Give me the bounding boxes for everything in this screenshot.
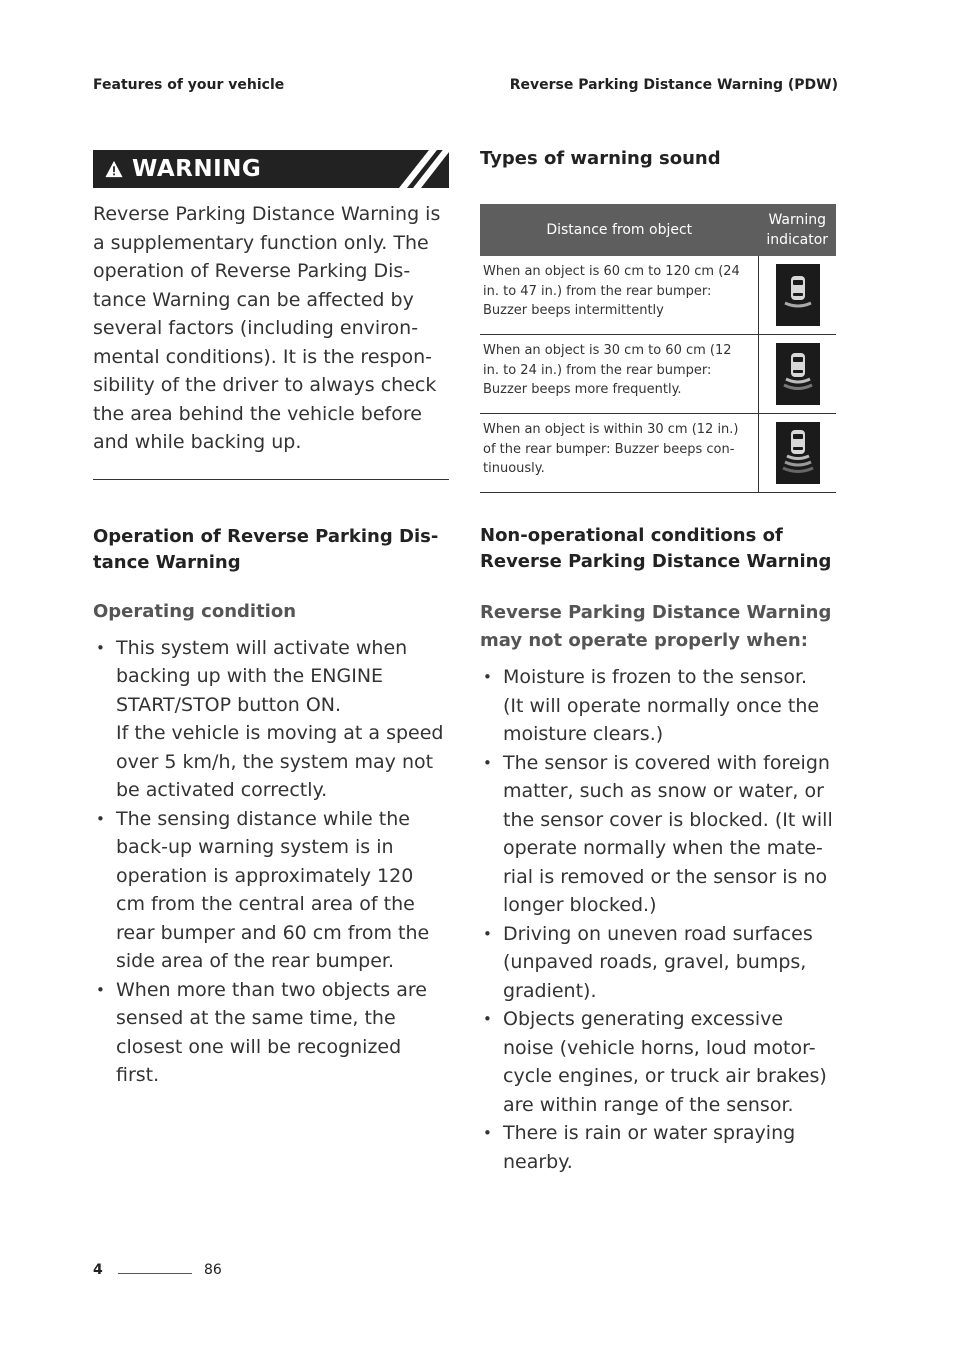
table-cell-indicator: [759, 414, 837, 493]
warning-stripes-decoration: [397, 150, 449, 188]
warning-title: WARNING: [132, 156, 262, 182]
table-cell-distance: When an object is 30 cm to 60 cm (12 in. to 24 in.) from the rear bumper: Buzzer beeps more frequently.: [480, 335, 759, 414]
right-column: [480, 146, 836, 1176]
footer-divider: [118, 1273, 192, 1274]
table-row: [480, 256, 836, 335]
table-row: [480, 414, 836, 493]
warning-triangle-icon: [105, 160, 123, 178]
non-operational-heading: Non-operational conditions of Reverse Parking Distance Warning: [480, 525, 832, 572]
pdw-sensor-3-icon: [776, 422, 820, 484]
operating-condition-subheading: Operating condition: [93, 600, 297, 622]
table-cell-distance: When an object is 60 cm to 120 cm (24 in. to 47 in.) from the rear bumper: Buzzer beeps intermittently: [480, 256, 759, 335]
table-header-indicator: Warning indicator: [759, 204, 837, 256]
list-item: • Driving on uneven road surfaces (unpaved roads, gravel, bumps, gradient).: [480, 920, 836, 1006]
pdw-sensor-1-icon: [776, 264, 820, 326]
pdw-sensor-2-icon: [776, 343, 820, 405]
list-item: • There is rain or water spraying nearby.: [480, 1119, 836, 1176]
page-number: 86: [204, 1262, 222, 1278]
operating-condition-list: [93, 634, 449, 1090]
list-item: • Objects generating excessive noise (vehicle horns, loud motor- cycle engines, or truck air brakes) are within range of the sensor.: [480, 1005, 836, 1119]
warning-banner: [93, 150, 449, 188]
warning-sound-table: [480, 204, 836, 493]
list-item: • The sensing distance while the back-up warning system is in operation is approximately 120 cm from the central area of the rear bumper and 60 cm from the side area of the rear bumper.: [93, 805, 449, 976]
running-header-left: Features of your vehicle: [93, 77, 285, 93]
table-cell-indicator: [759, 335, 837, 414]
non-operational-subheading: Reverse Parking Distance Warning may not operate properly when:: [480, 602, 832, 651]
list-item: • When more than two objects are sensed at the same time, the closest one will be recognized first.: [93, 976, 449, 1090]
warning-text: Reverse Parking Distance Warning is a supplementary function only. The operation of Reverse Parking Dis- tance Warning can be affected by several factors (including environ- mental conditions). It is the respon- sibility of the driver to always check the area behind the vehicle before and while backing up.: [93, 203, 441, 453]
left-column: [93, 150, 449, 1090]
list-item: • This system will activate when backing up with the ENGINE START/STOP button ON. If the vehicle is moving at a speed over 5 km/h, the system may not be activated correctly.: [93, 634, 449, 805]
running-header-right: Reverse Parking Distance Warning (PDW): [509, 77, 838, 93]
table-header-distance: Distance from object: [480, 204, 759, 256]
table-cell-distance: When an object is within 30 cm (12 in.) of the rear bumper: Buzzer beeps con- tinuously.: [480, 414, 759, 493]
table-cell-indicator: [759, 256, 837, 335]
list-item: • Moisture is frozen to the sensor. (It will operate normally once the moisture clears.): [480, 663, 836, 749]
warning-sound-heading: Types of warning sound: [480, 148, 721, 169]
section-divider: [93, 479, 449, 480]
non-operational-list: [480, 663, 836, 1176]
chapter-number: 4: [93, 1262, 103, 1278]
operation-heading: Operation of Reverse Parking Dis- tance Warning: [93, 525, 439, 573]
table-row: [480, 335, 836, 414]
list-item: • The sensor is covered with foreign matter, such as snow or water, or the sensor cover is blocked. (It will operate normally when the mate- rial is removed or the sensor is no longer blocked.): [480, 749, 836, 920]
